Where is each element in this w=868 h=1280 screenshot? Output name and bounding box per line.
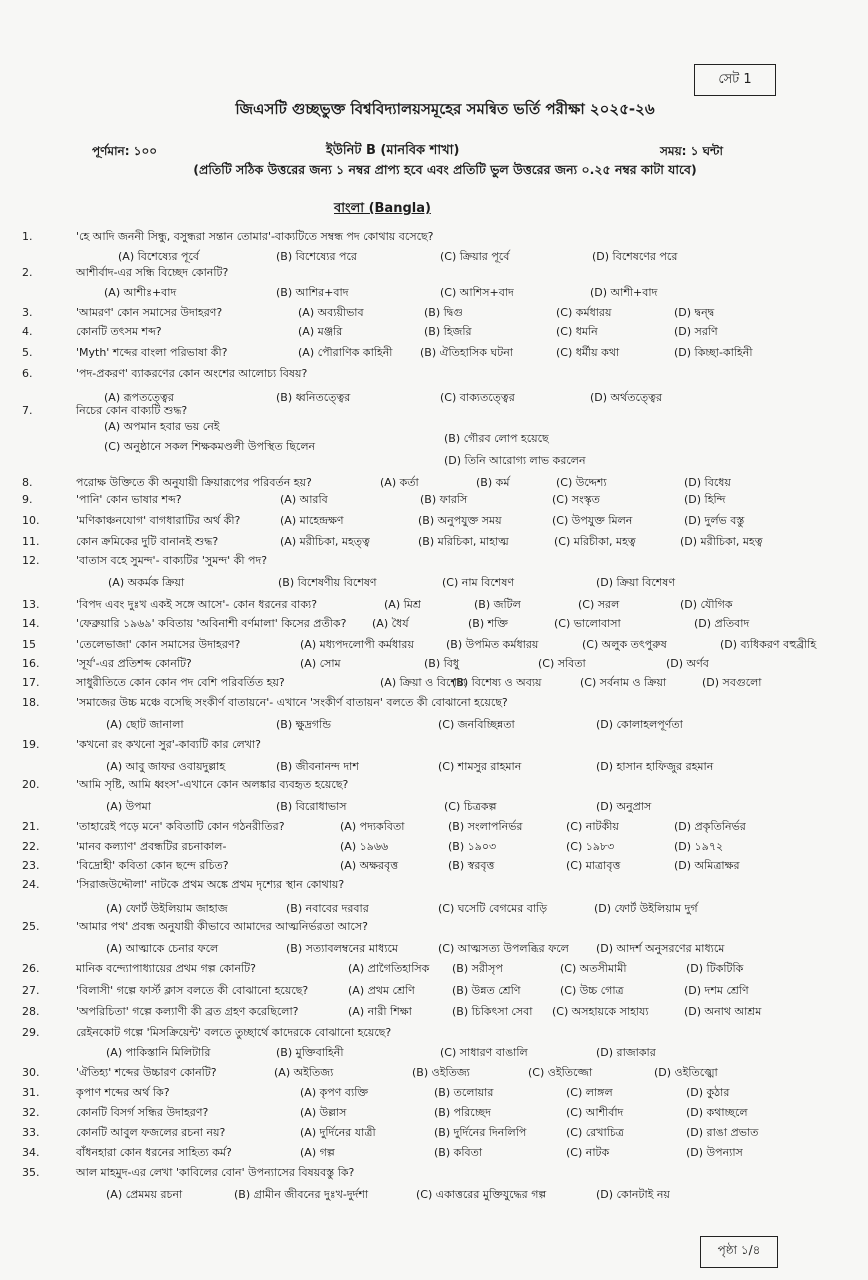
question-text: 'সিরাজউদ্দৌলা' নাটকে প্রথম অঙ্কে প্রথম দৃশ্যের স্থান কোথায়? <box>76 878 345 891</box>
option-b: (B) মুক্তিবাহিনী <box>276 1046 344 1059</box>
option-c: (C) নাটক <box>566 1146 610 1159</box>
option-d: (D) বিশেষণের পরে <box>592 250 678 263</box>
option-c: (C) ১৯৮৩ <box>566 840 615 853</box>
question-number: 6. <box>22 367 33 380</box>
question-text: 'আমি সৃষ্টি, আমি ধ্বংস'-এখানে কোন অলঙ্কার ব্যবহৃত হয়েছে? <box>76 778 349 791</box>
question-number: 27. <box>22 984 40 997</box>
option-c: (C) সাধারণ বাঙালি <box>440 1046 528 1059</box>
option-a: (A) আত্মাকে চেনার ফলে <box>106 942 219 955</box>
question-number: 14. <box>22 617 40 630</box>
question-number: 15 <box>22 638 36 651</box>
option-b: (B) দ্বিগু <box>424 306 464 319</box>
question-number: 16. <box>22 657 40 670</box>
option-a: (A) অব্যয়ীভাব <box>298 306 364 319</box>
option-b: (B) পরিচ্ছেদ <box>434 1106 491 1119</box>
question-text: 'তেলেভাজা' কোন সমাসের উদাহরণ? <box>76 638 241 651</box>
option-c: (C) জনবিচ্ছিন্নতা <box>438 718 515 731</box>
option-b: (B) সরীসৃপ <box>452 962 503 975</box>
option-c: (C) ক্রিয়ার পূর্বে <box>440 250 510 263</box>
question-2 <box>0 264 868 282</box>
question-25 <box>0 918 868 936</box>
option-d: (D) টিকটিকি <box>686 962 744 975</box>
question-text: সাধুরীতিতে কোন কোন পদ বেশি পরিবর্তিত হয়? <box>76 676 285 689</box>
option-b: (B) গ্রামীন জীবনের দুঃখ-দুর্দশা <box>234 1188 369 1201</box>
option-b: (B) ১৯০৩ <box>448 840 497 853</box>
question-text: মানিক বন্দ্যোপাধ্যায়ের প্রথম গল্প কোনটি? <box>76 962 256 975</box>
question-22 <box>0 838 868 856</box>
option-a: (A) রূপতত্ত্বের <box>104 391 174 404</box>
option-b: (B) বিশেষ্যের পরে <box>276 250 357 263</box>
option-a: (A) প্রেমময় রচনা <box>106 1188 183 1201</box>
question-text: 'Myth' শব্দের বাংলা পরিভাষা কী? <box>76 346 228 359</box>
question-text: পরোক্ষ উক্তিতে কী অনুযায়ী ক্রিয়ারূপের পরিবর্তন হয়? <box>76 476 312 489</box>
question-text: 'অপরিচিতা' গল্পে কল্যাণী কী ব্রত গ্রহণ করেছিলো? <box>76 1005 299 1018</box>
question-text: আশীর্বাদ-এর সন্ধি বিচ্ছেদ কোনটি? <box>76 266 229 279</box>
option-b: (B) কবিতা <box>434 1146 483 1159</box>
option-c: (C) আত্মসত্য উপলব্ধির ফলে <box>438 942 569 955</box>
option-d: (D) রাজাকার <box>596 1046 656 1059</box>
question-number: 12. <box>22 554 40 567</box>
option-b: (B) হিজরি <box>424 325 472 338</box>
option-d: (D) কুঠার <box>686 1086 730 1099</box>
option-b: (B) ফারসি <box>420 493 468 506</box>
option-c: (C) উদ্দেশ্য <box>556 476 607 489</box>
option-b: (B) কর্ম <box>476 476 510 489</box>
option-c: (C) সর্বনাম ও ক্রিয়া <box>580 676 667 689</box>
option-c: (C) সবিতা <box>538 657 586 670</box>
question-number: 13. <box>22 598 40 611</box>
option-c: (C) আশীর্বাদ <box>566 1106 624 1119</box>
question-8 <box>0 474 868 492</box>
option-c: (C) মাত্রাবৃত্ত <box>566 859 621 872</box>
option-a: (A) মঞ্জরি <box>298 325 343 338</box>
question-number: 25. <box>22 920 40 933</box>
question-number: 30. <box>22 1066 40 1079</box>
question-number: 31. <box>22 1086 40 1099</box>
option-a: (A) অইতিজ্য <box>274 1066 334 1079</box>
question-number: 23. <box>22 859 40 872</box>
option-a: (A) নারী শিক্ষা <box>348 1005 412 1018</box>
option-a: (A) ১৯৬৬ <box>340 840 389 853</box>
question-24 <box>0 876 868 894</box>
question-text: 'ফেব্রুয়ারি ১৯৬৯' কবিতায় 'অবিনাশী বর্ণমালা' কিসের প্রতীক? <box>76 617 347 630</box>
question-text: নিচের কোন বাক্যটি শুদ্ধ? <box>76 404 188 417</box>
question-text: কোনটি তৎসম শব্দ? <box>76 325 162 338</box>
question-number: 24. <box>22 878 40 891</box>
question-text: 'বিলাসী' গল্পে ফার্স্ট ক্লাস বলতে কী বোঝানো হয়েছে? <box>76 984 309 997</box>
option-b: (B) মরিচিকা, মাহাত্ম <box>418 535 509 548</box>
option-a: (A) মরীচিকা, মহত্ত্ব <box>280 535 370 548</box>
section-title: বাংলা (Bangla) <box>334 201 431 216</box>
option-a: (A) আরবি <box>280 493 328 506</box>
question-text: কোনটি আবুল ফজলের রচনা নয়? <box>76 1126 226 1139</box>
question-6 <box>0 365 868 383</box>
option-a: (A) পৌরাণিক কাহিনী <box>298 346 393 359</box>
question-number: 5. <box>22 346 33 359</box>
question-18 <box>0 694 868 712</box>
option-c: (C) ধর্মীয় কথা <box>556 346 620 359</box>
question-number: 20. <box>22 778 40 791</box>
option-a: (A) প্রথম শ্রেণি <box>348 984 415 997</box>
option-a: (A) আশীঃ+বাদ <box>104 286 177 299</box>
option-a: (A) দুর্দিনের যাত্রী <box>300 1126 376 1139</box>
question-text: আল মাহমুদ-এর লেখা 'কাবিলের বোন' উপন্যাসের বিষয়বস্তু কি? <box>76 1166 355 1179</box>
option-d: (D) অর্ণব <box>666 657 709 670</box>
option-d: (D) রাঙা প্রভাত <box>686 1126 759 1139</box>
option-b: (B) স্বরবৃত্ত <box>448 859 495 872</box>
option-d: (D) হিন্দি <box>684 493 726 506</box>
option-c: (C) উচ্চ গোত্র <box>560 984 624 997</box>
question-number: 29. <box>22 1026 40 1039</box>
question-19 <box>0 736 868 754</box>
page-number-box: পৃষ্ঠা ১/৪ <box>700 1236 778 1268</box>
option-a: (A) উল্লাস <box>300 1106 347 1119</box>
option-d: (D) দশম শ্রেণি <box>684 984 749 997</box>
option-a: (A) অকর্মক ক্রিয়া <box>108 576 185 589</box>
question-number: 32. <box>22 1106 40 1119</box>
option-b: (B) বিশেষণীয় বিশেষণ <box>278 576 377 589</box>
option-d: (D) ফোর্ট উইলিয়াম দুর্গ <box>594 902 698 915</box>
question-number: 4. <box>22 325 33 338</box>
option-d: (D) কথাচ্ছলে <box>686 1106 748 1119</box>
option-c: (C) বাক্যতত্ত্বের <box>440 391 515 404</box>
option-c: (C) সরল <box>578 598 620 611</box>
option-b: (B) বিশেষ্য ও অব্যয় <box>452 676 542 689</box>
option-d: (D) আশী+বাদ <box>590 286 658 299</box>
option-c: (C) অতসীমামী <box>560 962 627 975</box>
option-b: (B) জীবনানন্দ দাশ <box>276 760 359 773</box>
question-text: 'ঐতিহ্য' শব্দের উচ্চারণ কোনটি? <box>76 1066 217 1079</box>
question-number: 18. <box>22 696 40 709</box>
option-d: (D) ক্রিয়া বিশেষণ <box>596 576 675 589</box>
option-c: (C) নাটকীয় <box>566 820 619 833</box>
option-d: (D) আদর্শ অনুসরণের মাধ্যমে <box>596 942 725 955</box>
question-number: 8. <box>22 476 33 489</box>
question-text: 'পদ-প্রকরণ' ব্যাকরণের কোন অংশের আলোচ্য বিষয়? <box>76 367 308 380</box>
option-d: (D) অনাথ আশ্রম <box>684 1005 762 1018</box>
exam-title: জিএসটি গুচ্ছভুক্ত বিশ্ববিদ্যালয়সমূহের সমন্বিত ভর্তি পরীক্ষা ২০২৫-২৬ <box>235 100 655 118</box>
option-a: (A) পদ্যকবিতা <box>340 820 405 833</box>
option-d: (D) অমিত্রাক্ষর <box>674 859 740 872</box>
question-number: 19. <box>22 738 40 751</box>
option-a: (A) প্রাগৈতিহাসিক <box>348 962 430 975</box>
question-text: রেইনকোট গল্পে 'মিসক্রিয়েন্ট' বলতে তুচ্ছার্থে কাদেরকে বোঝানো হয়েছে? <box>76 1026 392 1039</box>
option-c: (C) আশিস+বাদ <box>440 286 514 299</box>
option-d: (D) ব্যধিকরণ বহুব্রীহি <box>720 638 817 651</box>
question-text: 'আমার পথ' প্রবন্ধ অনুযায়ী কীভাবে আমাদের আত্মনির্ভরতা আসে? <box>76 920 368 933</box>
unit-label: ইউনিট B (মানবিক শাখা) <box>326 143 460 158</box>
option-d: (D) ১৯৭২ <box>674 840 724 853</box>
option-b: (B) উন্নত শ্রেণি <box>452 984 521 997</box>
set-number-box: সেট 1 <box>694 64 776 96</box>
option-a: (A) পাকিস্তানি মিলিটারি <box>106 1046 211 1059</box>
option-a: (A) মধ্যপদলোপী কর্মধারয় <box>300 638 414 651</box>
option-a: (A) গল্প <box>300 1146 335 1159</box>
option-a: (A) কৃপণ ব্যক্তি <box>300 1086 369 1099</box>
question-text: 'বাতাস বহে সুমন্দ'- বাক্যটির 'সুমন্দ' কী পদ? <box>76 554 268 567</box>
option-d: (D) যৌগিক <box>680 598 733 611</box>
question-number: 33. <box>22 1126 40 1139</box>
question-text: 'আমরণ' কোন সমাসের উদাহরণ? <box>76 306 223 319</box>
option-a: (A) সোম <box>300 657 341 670</box>
option-b: (B) দুর্দিনের দিনলিপি <box>434 1126 527 1139</box>
question-text: বাঁধনহারা কোন ধরনের সাহিত্য কর্ম? <box>76 1146 232 1159</box>
option-c: (C) ভালোবাসা <box>554 617 621 630</box>
option-a: (A) ক্রিয়া ও বিশেষ্য <box>380 676 467 689</box>
option-b: (B) সংলাপনির্ভর <box>448 820 523 833</box>
option-c: (C) কর্মধারয় <box>556 306 612 319</box>
option-a: (A) ধৈর্য <box>372 617 409 630</box>
option-b: (B) অনুপযুক্ত সময় <box>418 514 502 527</box>
option-d: (D) দুর্লভ বস্তু <box>684 514 745 527</box>
option-d: (D) মরীচিকা, মহত্ব <box>680 535 763 548</box>
question-number: 3. <box>22 306 33 319</box>
option-c: (C) ঘসেটি বেগমের বাড়ি <box>438 902 548 915</box>
option-d: (D) কিচ্ছা-কাহিনী <box>674 346 753 359</box>
question-number: 26. <box>22 962 40 975</box>
question-text: 'মানব কল্যাণ' প্রবন্ধটির রচনাকাল- <box>76 840 227 853</box>
option-b: (B) চিকিৎসা সেবা <box>452 1005 533 1018</box>
question-number: 1. <box>22 230 33 243</box>
question-text: কোন ক্রমিকের দুটি বানানই শুদ্ধ? <box>76 535 219 548</box>
question-number: 7. <box>22 404 33 417</box>
full-marks: পূর্ণমান: ১০০ <box>92 144 158 158</box>
question-text: 'বিপদ এবং দুঃখ একই সঙ্গে আসে'- কোন ধরনের বাক্য? <box>76 598 318 611</box>
option-d: (D) অনুপ্রাস <box>596 800 652 813</box>
question-number: 2. <box>22 266 33 279</box>
question-20 <box>0 776 868 794</box>
option-c: (C) রেখাচিত্র <box>566 1126 624 1139</box>
question-text: কৃপাণ শব্দের অর্থ কি? <box>76 1086 170 1099</box>
question-number: 9. <box>22 493 33 506</box>
option-a: (A) অক্ষরবৃত্ত <box>340 859 399 872</box>
option-c: (C) অসহায়কে সাহায্য <box>552 1005 649 1018</box>
question-number: 11. <box>22 535 40 548</box>
question-number: 28. <box>22 1005 40 1018</box>
option-c: (C) লাঙ্গল <box>566 1086 613 1099</box>
option-d: (D) কোনটাই নয় <box>596 1188 670 1201</box>
option-c: (C) ওইতিজ্জো <box>528 1066 593 1079</box>
option-d: (D) হাসান হাফিজুর রহমান <box>596 760 714 773</box>
question-number: 17. <box>22 676 40 689</box>
option-c: (C) চিত্রকল্প <box>444 800 497 813</box>
option-a: (A) আবু জাফর ওবায়দুল্লাহ <box>106 760 226 773</box>
question-number: 10. <box>22 514 40 527</box>
option-d: (D) দ্বন্দ্ব <box>674 306 715 319</box>
question-1 <box>0 228 868 246</box>
question-29 <box>0 1024 868 1042</box>
question-text: কোনটি বিসর্গ সন্ধির উদাহরণ? <box>76 1106 209 1119</box>
option-c: (C) অলুক তৎপুরুষ <box>582 638 667 651</box>
option-b: (B) তলোয়ার <box>434 1086 494 1099</box>
option-d: (D) অর্থতত্ত্বের <box>590 391 663 404</box>
option-d: (D) সরণি <box>674 325 718 338</box>
option-b: (B) নবাবের দরবার <box>286 902 369 915</box>
option-d: (D) তিনি আরোগ্য লাভ করলেন <box>444 454 586 467</box>
option-d: (D) প্রতিবাদ <box>694 617 750 630</box>
option-b: (B) ঐতিহাসিক ঘটনা <box>420 346 513 359</box>
option-b: (B) ধ্বনিতত্ত্বের <box>276 391 351 404</box>
question-13 <box>0 596 868 614</box>
question-text: 'তাহারেই পড়ে মনে' কবিতাটি কোন গঠনরীতির? <box>76 820 285 833</box>
question-text: 'সমাজের উচ্চ মঞ্চে বসেছি সংকীর্ণ বাতায়নে'- এখানে 'সংকীর্ণ বাতায়ন' বলতে কী বোঝানো হয়েছে? <box>76 696 508 709</box>
option-b: (B) আশির+বাদ <box>276 286 349 299</box>
option-d: (D) প্রকৃতিনির্ভর <box>674 820 746 833</box>
option-a: (A) ছোট জানালা <box>106 718 184 731</box>
question-number: 21. <box>22 820 40 833</box>
option-c: (C) একাত্তরের মুক্তিযুদ্ধের গল্প <box>416 1188 547 1201</box>
question-text: 'বিদ্রোহী' কবিতা কোন ছন্দে রচিত? <box>76 859 229 872</box>
option-b: (B) শক্তি <box>468 617 508 630</box>
question-text: 'কখনো রং কখনো সুর'-কাব্যটি কার লেখা? <box>76 738 261 751</box>
time-label: সময়: ১ ঘন্টা <box>660 144 723 158</box>
question-text: 'হে আদি জননী সিন্ধু, বসুন্ধরা সন্তান তোমার'-বাক্যটিতে সম্বন্ধ পদ কোথায় বসেছে? <box>76 230 434 243</box>
option-c: (C) নাম বিশেষণ <box>442 576 515 589</box>
option-b: (B) গৌরব লোপ হয়েছে <box>444 432 549 445</box>
question-12 <box>0 552 868 570</box>
option-d: (D) সবগুলো <box>702 676 762 689</box>
option-c: (C) অনুষ্ঠানে সকল শিক্ষকমণ্ডলী উপস্থিত ছিলেন <box>104 440 316 453</box>
question-text: 'পানি' কোন ভাষার শব্দ? <box>76 493 182 506</box>
option-c: (C) সংস্কৃত <box>552 493 600 506</box>
option-b: (B) উপমিত কর্মধারয় <box>446 638 539 651</box>
question-text: 'সূর্য'-এর প্রতিশব্দ কোনটি? <box>76 657 192 670</box>
question-number: 34. <box>22 1146 40 1159</box>
option-b: (B) বিধু <box>424 657 460 670</box>
option-c: (C) উপযুক্ত মিলন <box>552 514 633 527</box>
option-b: (B) ক্ষুদ্রগন্ডি <box>276 718 331 731</box>
option-b: (B) সত্যাবলম্বনের মাধ্যমে <box>286 942 399 955</box>
option-a: (A) উপমা <box>106 800 151 813</box>
option-a: (A) মাহেন্দ্রক্ষণ <box>280 514 344 527</box>
option-b: (B) জটিল <box>474 598 521 611</box>
option-a: (A) কর্তা <box>380 476 419 489</box>
option-b: (B) বিরোধাভাস <box>276 800 347 813</box>
option-a: (A) বিশেষ্যের পূর্বে <box>118 250 200 263</box>
marking-instruction: (প্রতিটি সঠিক উত্তরের জন্য ১ নম্বর প্রাপ্য হবে এবং প্রতিটি ভুল উত্তরের জন্য ০.২৫ নম্বর কাটা যাবে) <box>193 162 697 177</box>
question-number: 35. <box>22 1166 40 1179</box>
option-d: (D) কোলাহলপূর্ণতা <box>596 718 683 731</box>
question-35 <box>0 1164 868 1182</box>
option-d: (D) ওইতিজ্ঝো <box>654 1066 718 1079</box>
option-a: (A) অপমান হবার ভয় নেই <box>104 420 220 433</box>
option-d: (D) বিধেয় <box>684 476 731 489</box>
option-c: (C) মরিচীকা, মহত্ব <box>554 535 636 548</box>
option-b: (B) ওইতিজ্য <box>412 1066 470 1079</box>
question-text: 'মণিকাঞ্চনযোগ' বাগধারাটির অর্থ কী? <box>76 514 241 527</box>
option-a: (A) ফোর্ট উইলিয়াম জাহাজ <box>106 902 228 915</box>
option-c: (C) শামসুর রাহমান <box>438 760 522 773</box>
question-number: 22. <box>22 840 40 853</box>
option-d: (D) উপন্যাস <box>686 1146 743 1159</box>
option-c: (C) ধমনি <box>556 325 598 338</box>
option-a: (A) মিশ্র <box>384 598 421 611</box>
